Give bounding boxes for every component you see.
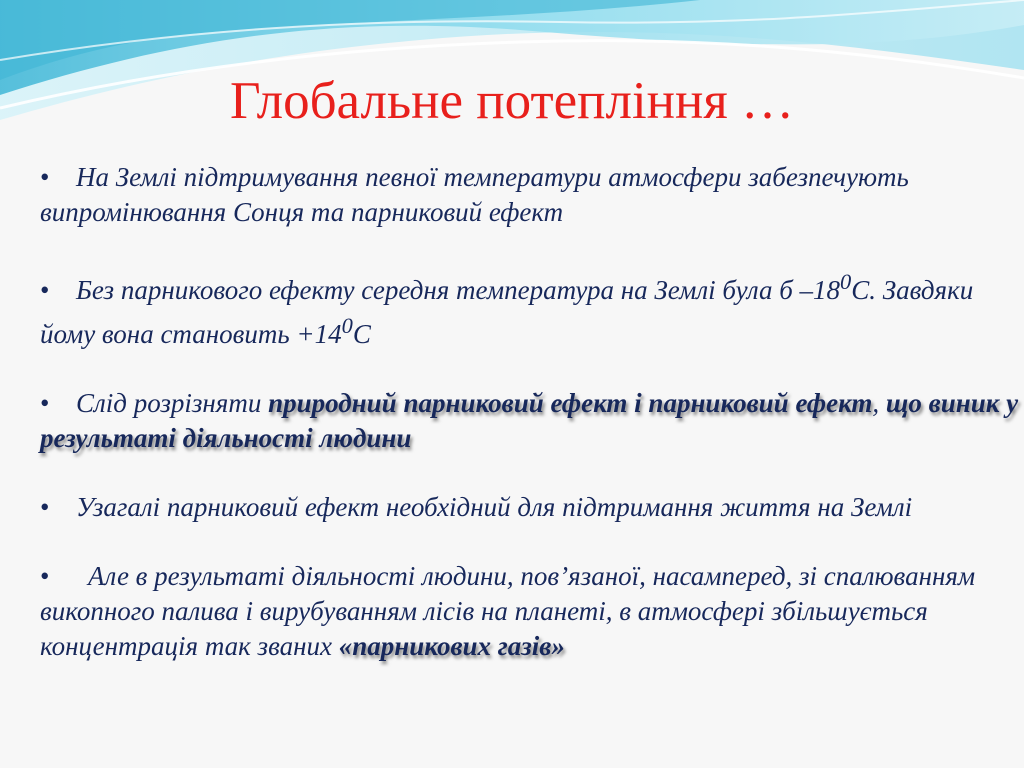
slide-title: Глобальне потепління … [229,72,795,130]
highlighted-text: природний парниковий ефект і парниковий ефект [268,388,873,418]
superscript-degree: 0 [840,269,852,294]
bullet-list [40,160,1020,698]
highlighted-text: що виник у результаті діяльності людини [40,388,1019,453]
bullet-item-3 [40,386,1020,456]
bullet-text: , [872,388,886,418]
highlighted-text: «парникових газів» [338,631,565,661]
bullet-text: Але в результаті діяльності людини, пов’язаної, насамперед, зі спалюванням викопного палива і вирубуванням лісів на планеті, в атмосфері збільшується концентрація так званих [40,561,976,661]
bullet-item-1 [40,160,1020,230]
bullet-item-2 [40,264,1020,352]
bullet-marker: • [40,388,50,418]
bullet-marker: • [40,492,50,522]
bullet-text: С. Завдяки йому вона становить +14 [40,275,974,349]
bullet-text: Слід розрізняти [76,388,269,418]
bullet-text: На Землі підтримування певної температури атмосфери забезпечують випромінювання Сонця та парниковий ефект [40,162,909,227]
bullet-item-4 [40,490,1020,525]
bullet-marker: • [40,561,50,591]
bullet-text: Узагалі парниковий ефект необхідний для підтримання життя на Землі [76,492,913,522]
bullet-text: С [352,319,371,349]
superscript-degree: 0 [341,313,353,338]
bullet-item-5 [40,559,1020,664]
bullet-text: Без парникового ефекту середня температура на Землі була б –18 [76,275,841,305]
bullet-marker: • [40,275,50,305]
bullet-marker: • [40,162,50,192]
